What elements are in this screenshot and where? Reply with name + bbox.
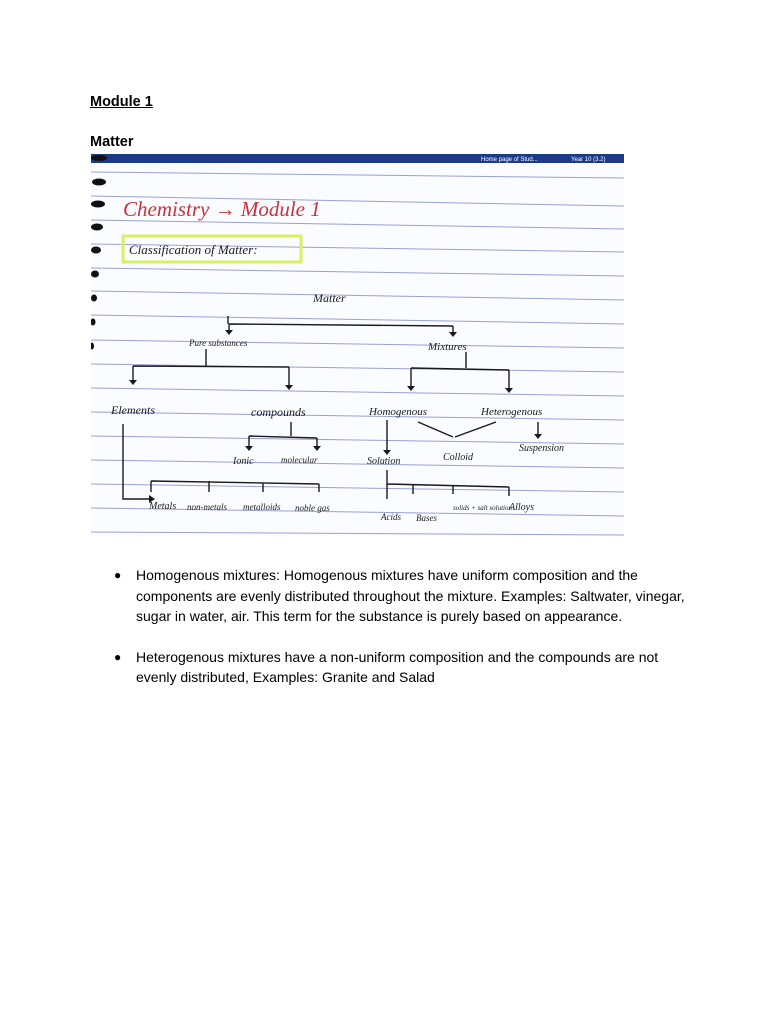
tree-colloid: Colloid: [443, 452, 474, 463]
tree-noble-gas: noble gas: [295, 503, 330, 513]
tree-pure-substances: Pure substances: [189, 338, 248, 348]
tree-solution: Solution: [367, 456, 401, 467]
tree-metals: Metals: [149, 501, 177, 512]
tree-molecular: molecular: [281, 455, 318, 465]
bullet-dot: ●: [114, 649, 122, 664]
tree-homogenous: Homogenous: [369, 406, 428, 418]
tree-root: Matter: [313, 291, 346, 305]
section-title: Matter: [90, 134, 134, 150]
browser-tab-1: Home page of Stud...: [481, 157, 538, 163]
tree-elements: Elements: [111, 403, 155, 417]
bullet-heterogenous-text: Heterogenous mixtures have a non-uniform composition and the compounds are not evenly distributed, Examples: Granite and Salad: [136, 648, 659, 685]
list-item: [112, 565, 692, 627]
tree-solids-salt: solids + salt solution: [453, 504, 512, 512]
bullet-dot: ●: [114, 568, 122, 582]
tree-metalloids: metalloids: [243, 502, 281, 512]
browser-tab-2: Year 10 (3.2): [571, 157, 606, 163]
notebook-heading: Chemistry → Module 1: [123, 197, 321, 221]
module-title: Module 1: [90, 94, 153, 110]
tree-alloys: Alloys: [509, 502, 534, 513]
notebook-subheading: Classification of Matter:: [129, 242, 258, 257]
tree-bases: Bases: [416, 513, 437, 523]
bullet-list: [112, 565, 692, 708]
notebook-photo: [91, 154, 624, 536]
browser-strip: [91, 154, 624, 163]
tree-compounds: compounds: [251, 405, 306, 419]
tree-ionic: Ionic: [233, 456, 254, 467]
tree-mixtures: Mixtures: [428, 341, 467, 353]
tree-non-metals: non-metals: [187, 502, 227, 512]
tree-heterogenous: Heterogenous: [481, 406, 543, 418]
tree-suspension: Suspension: [519, 443, 564, 454]
bullet-homogenous-text: Homogenous mixtures: Homogenous mixtures have uniform composition and the components are evenly distributed throughout the mixture. Examples: Saltwater, vinegar, sugar in water, air. This term for the substance is purely based on appearance.: [136, 567, 685, 624]
list-item: [112, 647, 692, 688]
tree-acids: Acids: [381, 512, 401, 522]
